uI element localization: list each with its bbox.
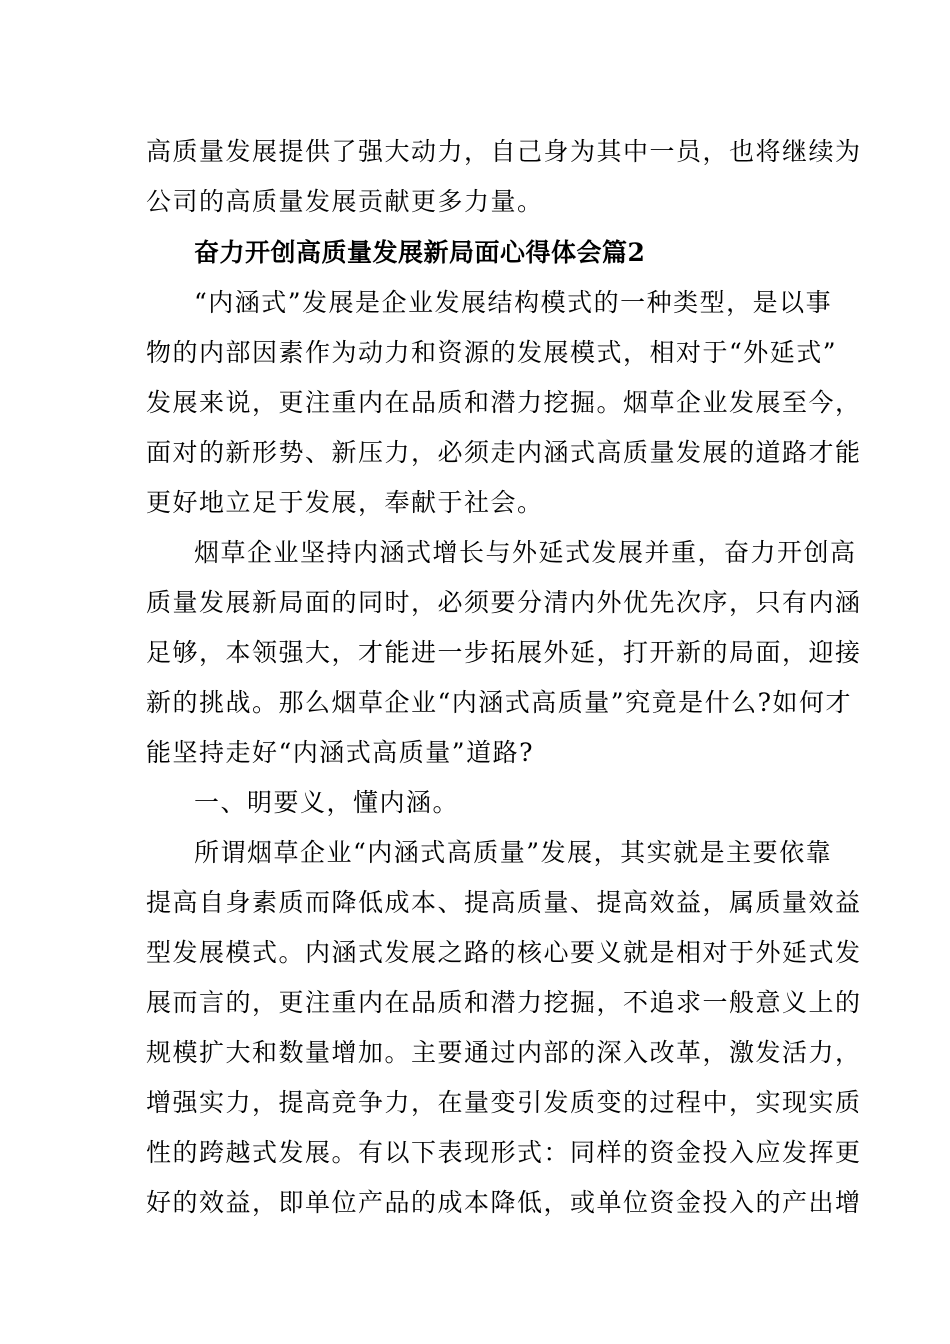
paragraph-line: 物的内部因素作为动力和资源的发展模式，相对于“外延式” xyxy=(146,338,838,367)
paragraph-line: 增强实力，提高竞争力，在量变引发质变的过程中，实现实质 xyxy=(146,1088,862,1117)
paragraph-line: 公司的高质量发展贡献更多力量。 xyxy=(146,187,544,216)
section-title: 奋力开创高质量发展新局面心得体会篇2 xyxy=(194,238,646,267)
paragraph-line: 规模扩大和数量增加。主要通过内部的深入改革，激发活力， xyxy=(146,1038,862,1067)
paragraph-line: 提高自身素质而降低成本、提高质量、提高效益，属质量效益 xyxy=(146,888,862,917)
paragraph-line: 面对的新形势、新压力，必须走内涵式高质量发展的道路才能 xyxy=(146,438,862,467)
paragraph-line: 性的跨越式发展。有以下表现形式：同样的资金投入应发挥更 xyxy=(146,1138,862,1167)
paragraph-line: 所谓烟草企业“内涵式高质量”发展，其实就是主要依靠 xyxy=(194,838,833,867)
paragraph-line: 发展来说，更注重内在品质和潜力挖掘。烟草企业发展至今， xyxy=(146,388,862,417)
paragraph-line: 更好地立足于发展，奉献于社会。 xyxy=(146,488,544,517)
paragraph-line: 新的挑战。那么烟草企业“内涵式高质量”究竟是什么?如何才 xyxy=(146,688,852,717)
paragraph-line: 足够，本领强大，才能进一步拓展外延，打开新的局面，迎接 xyxy=(146,638,862,667)
paragraph-line: 烟草企业坚持内涵式增长与外延式发展并重，奋力开创高 xyxy=(194,538,857,567)
section-heading: 一、明要义，懂内涵。 xyxy=(194,788,460,817)
paragraph-line: “内涵式”发展是企业发展结构模式的一种类型，是以事 xyxy=(194,288,833,317)
paragraph-line: 能坚持走好“内涵式高质量”道路? xyxy=(146,738,534,767)
paragraph-line: 展而言的，更注重内在品质和潜力挖掘，不追求一般意义上的 xyxy=(146,988,862,1017)
paragraph-line: 好的效益，即单位产品的成本降低，或单位资金投入的产出增 xyxy=(146,1188,862,1217)
paragraph-line: 高质量发展提供了强大动力，自己身为其中一员，也将继续为 xyxy=(146,137,862,166)
paragraph-line: 质量发展新局面的同时，必须要分清内外优先次序，只有内涵 xyxy=(146,588,862,617)
paragraph-line: 型发展模式。内涵式发展之路的核心要义就是相对于外延式发 xyxy=(146,938,862,967)
